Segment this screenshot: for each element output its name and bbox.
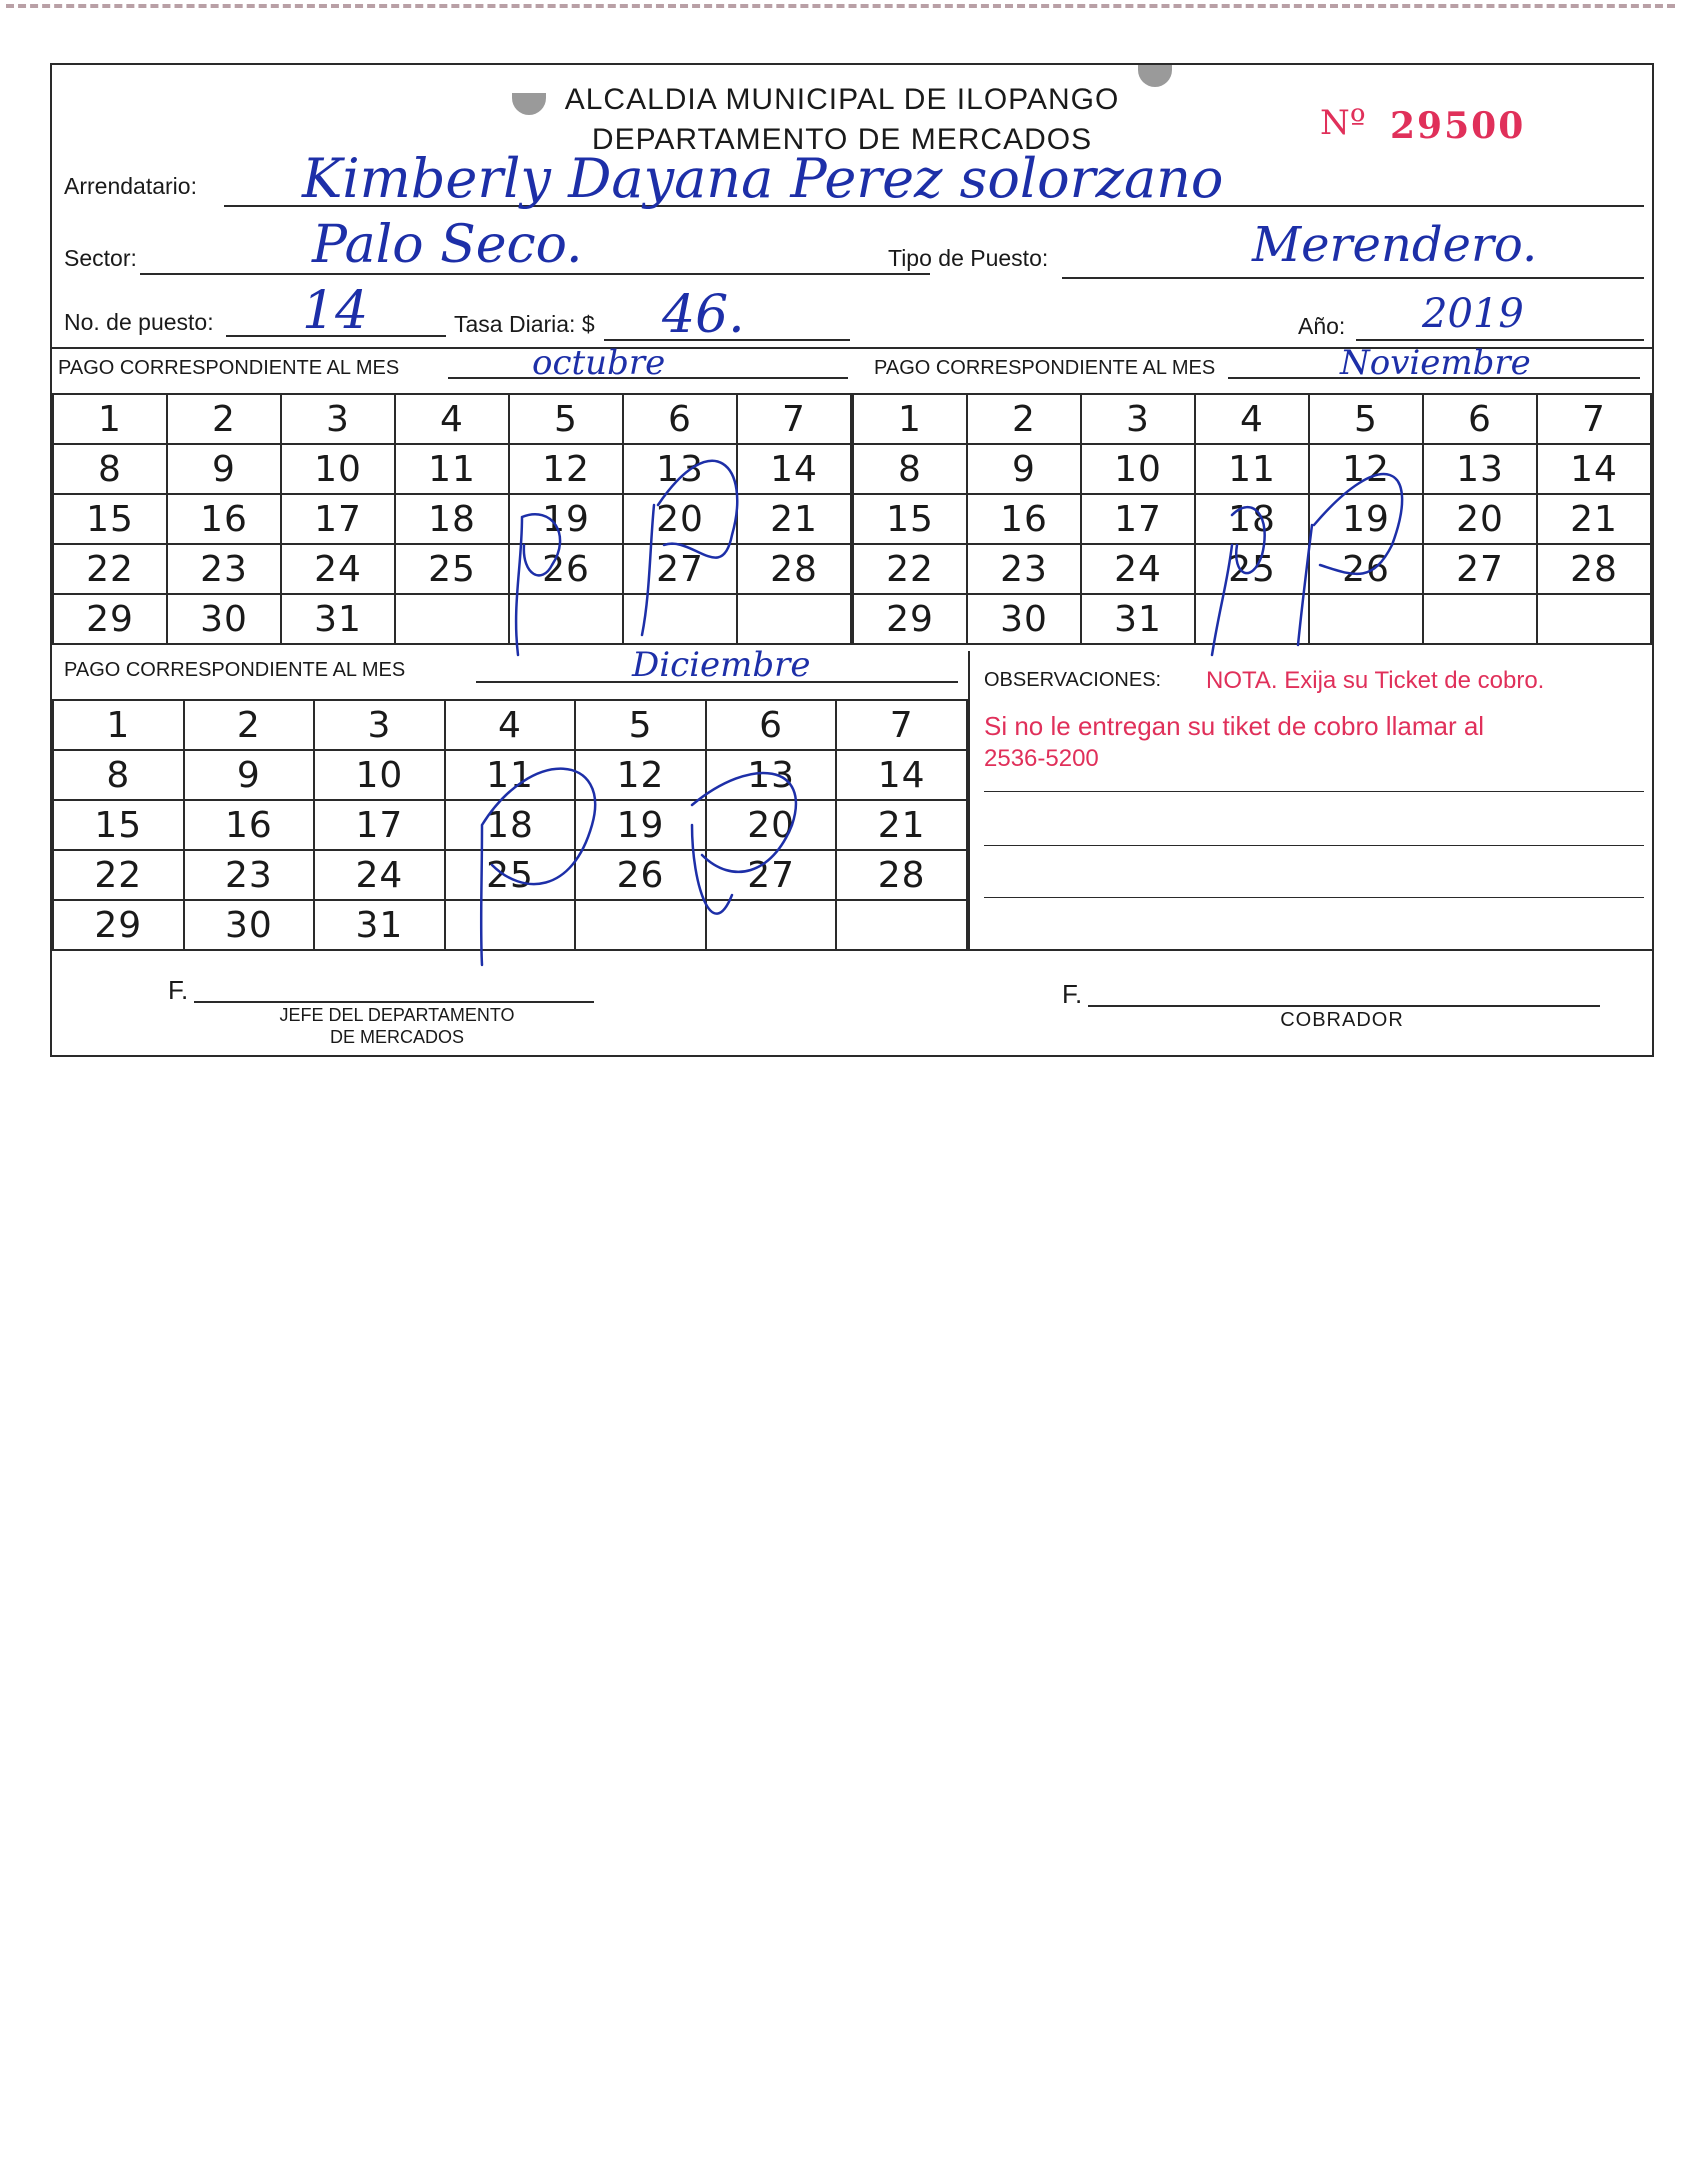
octubre-day-1: 1	[53, 394, 167, 444]
noviembre-day-27: 27	[1423, 544, 1537, 594]
diciembre-week-row	[53, 850, 967, 900]
octubre-day-21: 21	[737, 494, 851, 544]
diciembre-day-31: 31	[314, 900, 445, 950]
observaciones-line	[984, 897, 1644, 898]
octubre-week-row	[53, 494, 851, 544]
calendar-noviembre	[852, 393, 1652, 645]
octubre-empty-cell	[395, 594, 509, 644]
sector-label: Sector:	[64, 245, 137, 271]
diciembre-day-23: 23	[184, 850, 315, 900]
diciembre-empty-cell	[575, 900, 706, 950]
diciembre-week-row	[53, 700, 967, 750]
octubre-day-15: 15	[53, 494, 167, 544]
noviembre-day-22: 22	[853, 544, 967, 594]
diciembre-day-21: 21	[836, 800, 967, 850]
folio-label: Nº	[1320, 103, 1366, 143]
noviembre-day-11: 11	[1195, 444, 1309, 494]
octubre-empty-cell	[737, 594, 851, 644]
noviembre-day-2: 2	[967, 394, 1081, 444]
noviembre-day-14: 14	[1537, 444, 1651, 494]
noviembre-day-5: 5	[1309, 394, 1423, 444]
receipt-sheet	[6, 4, 1675, 1070]
noviembre-week-row	[853, 444, 1651, 494]
octubre-day-10: 10	[281, 444, 395, 494]
noviembre-day-23: 23	[967, 544, 1081, 594]
diciembre-week-row	[53, 800, 967, 850]
octubre-day-4: 4	[395, 394, 509, 444]
noviembre-day-10: 10	[1081, 444, 1195, 494]
octubre-day-22: 22	[53, 544, 167, 594]
noviembre-empty-cell	[1309, 594, 1423, 644]
diciembre-day-3: 3	[314, 700, 445, 750]
anio-value: 2019	[1422, 291, 1524, 337]
octubre-day-31: 31	[281, 594, 395, 644]
diciembre-day-7: 7	[836, 700, 967, 750]
jefe-signature-prefix: F.	[168, 975, 189, 1005]
diciembre-day-10: 10	[314, 750, 445, 800]
tipo-puesto-label: Tipo de Puesto:	[888, 245, 1049, 271]
diciembre-empty-cell	[445, 900, 576, 950]
anio-line	[1356, 339, 1644, 341]
noviembre-week-row	[853, 594, 1651, 644]
observaciones-line	[984, 791, 1644, 792]
octubre-day-7: 7	[737, 394, 851, 444]
noviembre-day-17: 17	[1081, 494, 1195, 544]
octubre-day-11: 11	[395, 444, 509, 494]
octubre-day-17: 17	[281, 494, 395, 544]
noviembre-day-4: 4	[1195, 394, 1309, 444]
month-value-octubre: octubre	[532, 343, 666, 383]
month-label-diciembre: PAGO CORRESPONDIENTE AL MES	[64, 659, 406, 681]
noviembre-day-6: 6	[1423, 394, 1537, 444]
folio-number: 29500	[1390, 105, 1526, 147]
noviembre-day-3: 3	[1081, 394, 1195, 444]
arrendatario-label: Arrendatario:	[64, 173, 197, 199]
diciembre-day-14: 14	[836, 750, 967, 800]
diciembre-day-2: 2	[184, 700, 315, 750]
octubre-day-28: 28	[737, 544, 851, 594]
noviembre-day-1: 1	[853, 394, 967, 444]
noviembre-day-12: 12	[1309, 444, 1423, 494]
signature-divider	[52, 949, 1652, 951]
octubre-day-23: 23	[167, 544, 281, 594]
octubre-day-30: 30	[167, 594, 281, 644]
diciembre-empty-cell	[836, 900, 967, 950]
noviembre-day-15: 15	[853, 494, 967, 544]
department-title: DEPARTAMENTO DE MERCADOS	[591, 123, 1093, 156]
diciembre-day-12: 12	[575, 750, 706, 800]
noviembre-day-21: 21	[1537, 494, 1651, 544]
octubre-day-6: 6	[623, 394, 737, 444]
diciembre-day-15: 15	[53, 800, 184, 850]
puesto-label: No. de puesto:	[64, 309, 214, 335]
diciembre-day-29: 29	[53, 900, 184, 950]
diciembre-day-9: 9	[184, 750, 315, 800]
jefe-title-line1: JEFE DEL DEPARTAMENTO	[279, 1005, 515, 1025]
noviembre-week-row	[853, 544, 1651, 594]
diciembre-week-row	[53, 900, 967, 950]
observaciones-divider	[968, 651, 970, 949]
diciembre-day-24: 24	[314, 850, 445, 900]
noviembre-day-19: 19	[1309, 494, 1423, 544]
diciembre-day-11: 11	[445, 750, 576, 800]
diciembre-day-4: 4	[445, 700, 576, 750]
octubre-day-8: 8	[53, 444, 167, 494]
jefe-signature-line	[194, 1001, 594, 1003]
calendar-octubre	[52, 393, 852, 645]
diciembre-day-26: 26	[575, 850, 706, 900]
noviembre-day-25: 25	[1195, 544, 1309, 594]
octubre-day-29: 29	[53, 594, 167, 644]
noviembre-day-26: 26	[1309, 544, 1423, 594]
diciembre-day-13: 13	[706, 750, 837, 800]
cobrador-title: COBRADOR	[1280, 1009, 1404, 1031]
octubre-day-16: 16	[167, 494, 281, 544]
municipality-title: ALCALDIA MUNICIPAL DE ILOPANGO	[564, 83, 1120, 116]
month-value-diciembre: Diciembre	[632, 645, 811, 685]
noviembre-day-9: 9	[967, 444, 1081, 494]
octubre-week-row	[53, 544, 851, 594]
octubre-day-27: 27	[623, 544, 737, 594]
octubre-day-13: 13	[623, 444, 737, 494]
octubre-day-26: 26	[509, 544, 623, 594]
octubre-empty-cell	[623, 594, 737, 644]
octubre-day-9: 9	[167, 444, 281, 494]
diciembre-day-6: 6	[706, 700, 837, 750]
octubre-week-row	[53, 394, 851, 444]
noviembre-day-16: 16	[967, 494, 1081, 544]
diciembre-day-25: 25	[445, 850, 576, 900]
noviembre-day-29: 29	[853, 594, 967, 644]
tipo-puesto-line	[1062, 277, 1644, 279]
tipo-puesto-value: Merendero.	[1252, 217, 1538, 273]
observaciones-label: OBSERVACIONES:	[984, 669, 1162, 691]
octubre-day-19: 19	[509, 494, 623, 544]
observaciones-line	[984, 845, 1644, 846]
anio-label: Año:	[1298, 313, 1346, 339]
octubre-day-20: 20	[623, 494, 737, 544]
diciembre-day-19: 19	[575, 800, 706, 850]
noviembre-week-row	[853, 494, 1651, 544]
nota-telefono: 2536-5200	[984, 745, 1099, 772]
calendar-diciembre	[52, 699, 968, 951]
month-label-noviembre: PAGO CORRESPONDIENTE AL MES	[874, 357, 1216, 379]
diciembre-empty-cell	[706, 900, 837, 950]
diciembre-day-27: 27	[706, 850, 837, 900]
octubre-week-row	[53, 594, 851, 644]
noviembre-day-24: 24	[1081, 544, 1195, 594]
octubre-empty-cell	[509, 594, 623, 644]
noviembre-empty-cell	[1537, 594, 1651, 644]
diciembre-day-1: 1	[53, 700, 184, 750]
month-value-noviembre: Noviembre	[1340, 343, 1531, 383]
sector-value: Palo Seco.	[312, 215, 583, 275]
cobrador-signature-line	[1088, 1005, 1600, 1007]
octubre-week-row	[53, 444, 851, 494]
nota-llamar: Si no le entregan su tiket de cobro llamar al	[984, 711, 1485, 741]
noviembre-empty-cell	[1195, 594, 1309, 644]
tasa-value: 46.	[662, 285, 745, 345]
noviembre-day-7: 7	[1537, 394, 1651, 444]
noviembre-day-30: 30	[967, 594, 1081, 644]
diciembre-day-28: 28	[836, 850, 967, 900]
octubre-day-18: 18	[395, 494, 509, 544]
octubre-day-2: 2	[167, 394, 281, 444]
diciembre-day-30: 30	[184, 900, 315, 950]
noviembre-day-13: 13	[1423, 444, 1537, 494]
cobrador-signature-prefix: F.	[1062, 979, 1083, 1009]
octubre-day-24: 24	[281, 544, 395, 594]
diciembre-day-17: 17	[314, 800, 445, 850]
jefe-title-line2: DE MERCADOS	[329, 1027, 464, 1047]
diciembre-day-5: 5	[575, 700, 706, 750]
noviembre-empty-cell	[1423, 594, 1537, 644]
diciembre-week-row	[53, 750, 967, 800]
diciembre-day-8: 8	[53, 750, 184, 800]
diciembre-day-16: 16	[184, 800, 315, 850]
diciembre-day-18: 18	[445, 800, 576, 850]
nota-ticket: NOTA. Exija su Ticket de cobro.	[1206, 667, 1545, 694]
month-label-octubre: PAGO CORRESPONDIENTE AL MES	[58, 357, 400, 379]
puesto-value: 14	[302, 281, 369, 341]
noviembre-day-28: 28	[1537, 544, 1651, 594]
noviembre-day-18: 18	[1195, 494, 1309, 544]
diciembre-day-22: 22	[53, 850, 184, 900]
noviembre-week-row	[853, 394, 1651, 444]
diciembre-day-20: 20	[706, 800, 837, 850]
octubre-day-25: 25	[395, 544, 509, 594]
noviembre-day-31: 31	[1081, 594, 1195, 644]
octubre-day-12: 12	[509, 444, 623, 494]
octubre-day-5: 5	[509, 394, 623, 444]
noviembre-day-8: 8	[853, 444, 967, 494]
payment-card	[50, 63, 1654, 1057]
arrendatario-value: Kimberly Dayana Perez solorzano	[302, 147, 1224, 210]
octubre-day-3: 3	[281, 394, 395, 444]
tasa-label: Tasa Diaria: $	[454, 311, 595, 337]
octubre-day-14: 14	[737, 444, 851, 494]
noviembre-day-20: 20	[1423, 494, 1537, 544]
